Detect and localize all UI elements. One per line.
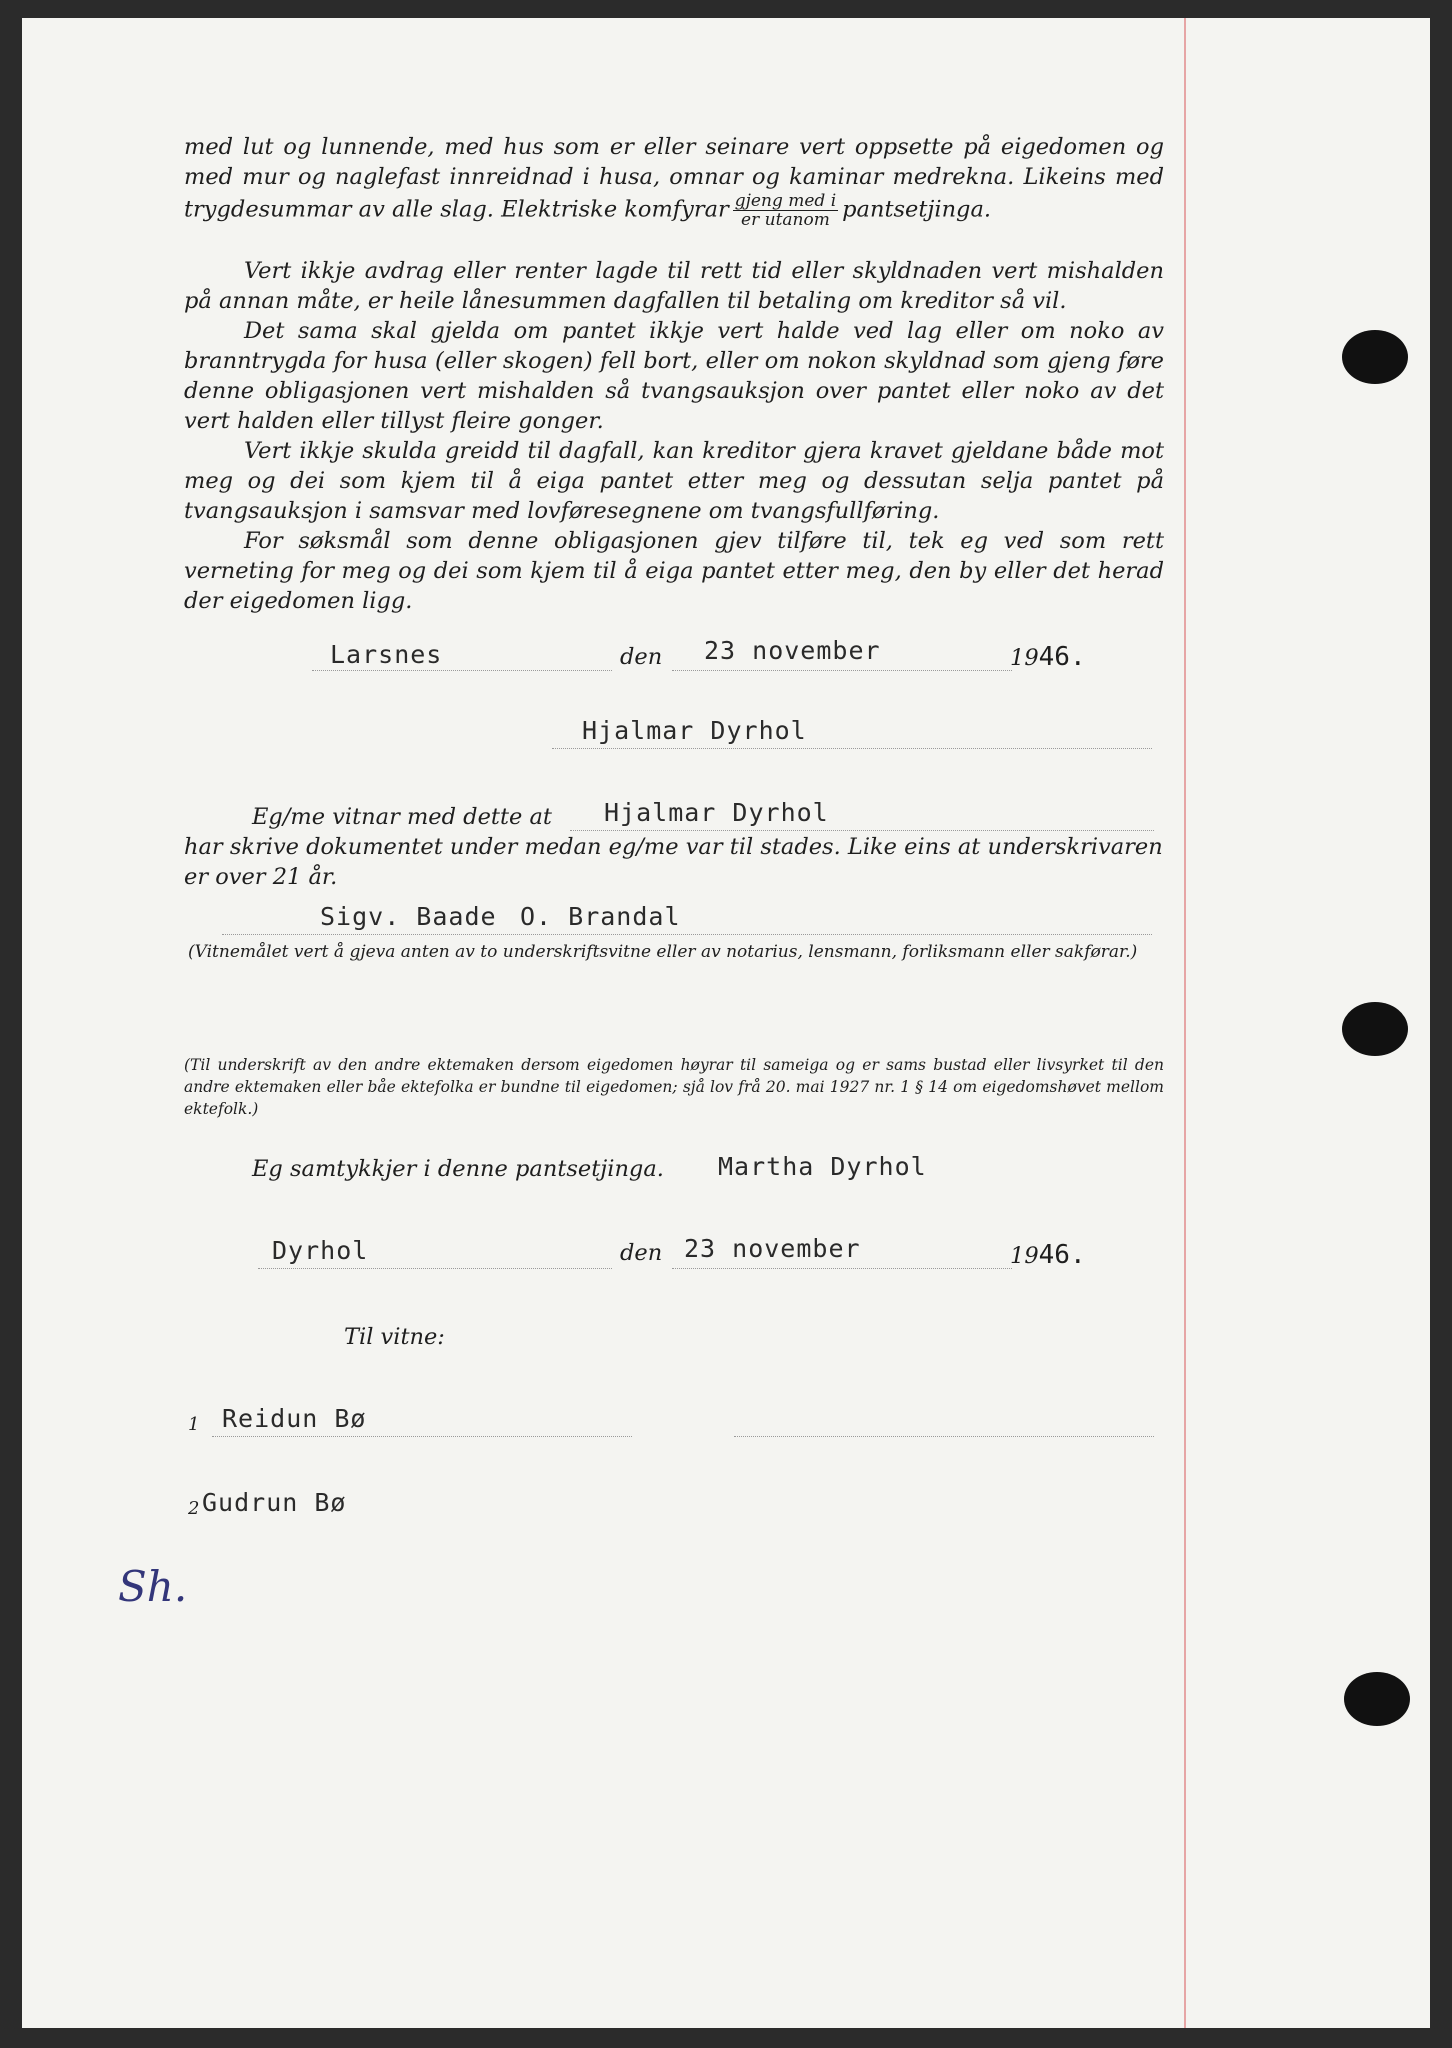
handwritten-initials: Sh. bbox=[118, 1562, 188, 1611]
punch-hole-middle bbox=[1342, 1002, 1408, 1056]
witness-subject-name: Hjalmar Dyrhol bbox=[604, 798, 829, 827]
place-line-2 bbox=[258, 1268, 612, 1269]
year-prefix-2: 19 bbox=[1010, 1243, 1039, 1269]
witness-number-2: 2 bbox=[188, 1498, 200, 1519]
final-witness-1: Reidun Bø bbox=[222, 1404, 367, 1433]
date-line-2 bbox=[672, 1268, 1012, 1269]
witness-note: (Vitnemålet vert å gjeva anten av to underskriftsvitne eller av notarius, lensmann, forliksmann eller sakførar.) bbox=[188, 942, 1138, 962]
witness-subject-line bbox=[570, 830, 1154, 831]
consent-label: Eg samtykkjer i denne pantsetjinga. bbox=[252, 1156, 664, 1182]
place-1: Larsnes bbox=[330, 640, 443, 669]
witness-intro: Eg/me vitnar med dette at bbox=[252, 804, 552, 830]
fraction-top: gjeng med i bbox=[734, 191, 837, 211]
fraction-bottom: er utanom bbox=[741, 210, 830, 230]
den-label-1: den bbox=[620, 644, 663, 670]
witness-2: O. Brandal bbox=[520, 902, 681, 931]
witness-1: Sigv. Baade bbox=[320, 902, 497, 931]
year-1 bbox=[1010, 642, 1086, 672]
year-suffix-1: 46. bbox=[1038, 642, 1086, 672]
final-witness-2: Gudrun Bø bbox=[202, 1488, 347, 1517]
date-1: 23 november bbox=[704, 636, 881, 665]
witness-line bbox=[222, 934, 1152, 935]
paragraph-fire-insurance: Det sama skal gjelda om pantet ikkje vert halde ved lag eller om noko av branntrygda for husa (eller skogen) fell bort, eller om nokon skyldnad som gjeng føre denne obligasjonen vert mishalden så tvangsauksjon over pantet eller noko av det vert halden eller tillyst fleire gonger. bbox=[184, 318, 1164, 434]
document-page bbox=[22, 18, 1430, 2028]
paragraph-venue: For søksmål som denne obligasjonen gjev tilføre til, tek eg ved som rett verneting for meg og dei som kjem til å eiga pantet etter meg, den by eller det herad der eigedomen ligg. bbox=[184, 528, 1164, 614]
year-2 bbox=[1010, 1240, 1086, 1270]
place-line-1 bbox=[312, 670, 612, 671]
spouse-note: (Til underskrift av den andre ektemaken dersom eigedomen høyrar til sameiga og er sams bustad eller livsyrket til den andre ektemaken eller båe ektefolka er bundne til eigedomen; sjå lov frå 20. mai 1927 nr. 1 § 14 om eigedomshøvet mellom ektefolk.) bbox=[184, 1056, 1164, 1118]
punch-hole-top bbox=[1342, 330, 1408, 384]
year-prefix-1: 19 bbox=[1010, 645, 1039, 671]
p1-text: med lut og lunnende, med hus som er eller seinare vert oppsette på eigedomen og med mur og naglefast innreidnad i husa, omnar og kaminar medrekna. Likeins med trygdesummar av alle slag. Elektriske komfyrar bbox=[184, 134, 1164, 223]
witness-number-1: 1 bbox=[188, 1414, 200, 1435]
place-2: Dyrhol bbox=[272, 1236, 369, 1265]
paragraph-default: Vert ikkje avdrag eller renter lagde til rett tid eller skyldnaden vert mishalden på annan måte, er heile lånesummen dagfallen til betaling om kreditor så vil. bbox=[184, 258, 1164, 314]
date-2: 23 november bbox=[684, 1234, 861, 1263]
signature-debtor: Hjalmar Dyrhol bbox=[582, 716, 807, 745]
final-witness-line-1b bbox=[734, 1436, 1154, 1437]
p1-end: pantsetjinga. bbox=[842, 196, 992, 223]
witness-line-2: har skrive dokumentet under medan eg/me var til stades. Like eins at underskrivaren bbox=[184, 834, 1163, 860]
til-vitne-label: Til vitne: bbox=[344, 1324, 445, 1350]
red-margin-line bbox=[1184, 18, 1186, 2028]
signature-line bbox=[552, 748, 1152, 749]
witness-line-3: er over 21 år. bbox=[184, 864, 338, 890]
punch-hole-bottom bbox=[1344, 1672, 1410, 1726]
final-witness-line-1a bbox=[212, 1436, 632, 1437]
consent-signature: Martha Dyrhol bbox=[718, 1152, 927, 1181]
paragraph-due-date: Vert ikkje skulda greidd til dagfall, kan kreditor gjera kravet gjeldane både mot meg og dei som kjem til å eiga pantet etter meg og dessutan selja pantet på tvangsauksjon i samsvar med lovføresegnene om tvangsfullføring. bbox=[184, 438, 1164, 524]
fraction bbox=[733, 192, 838, 229]
paragraph-property bbox=[184, 132, 1164, 229]
den-label-2: den bbox=[620, 1240, 663, 1266]
year-suffix-2: 46. bbox=[1038, 1240, 1086, 1270]
date-line-1 bbox=[672, 670, 1012, 671]
